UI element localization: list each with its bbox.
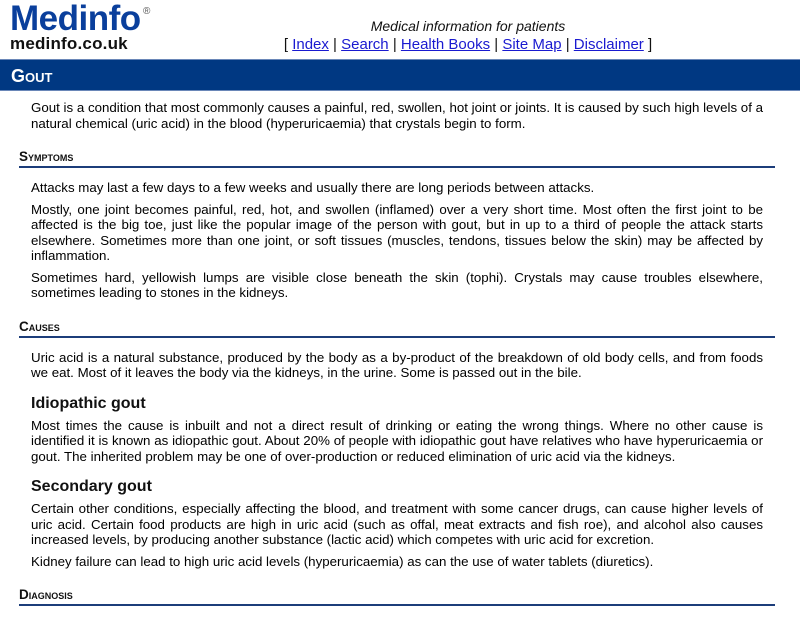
intro-paragraph: Gout is a condition that most commonly causes a painful, red, swollen, hot joint or joints. It is caused by such high levels of a natural chemical (uric acid) in the blood (hyperuricaemia) that crystals begin to form. [31, 100, 763, 131]
top-nav [268, 35, 668, 54]
medinfo-logo[interactable] [10, 0, 151, 53]
section-heading-causes: Causes [19, 319, 775, 338]
secondary-paragraph: Kidney failure can lead to high uric acid levels (hyperuricaemia) as can the use of water tablets (diuretics). [31, 553, 654, 569]
section-heading-symptoms: Symptoms [19, 149, 775, 168]
secondary-paragraph: Certain other conditions, especially affecting the blood, and treatment with some cancer drugs, can cause higher levels of uric acid. Certain food products are high in uric acid (such as offal, meat extracts and fish roe), and alcohol also causes increased levels, by producing another substance (lactic acid) which competes with uric acid for excretion. [31, 501, 763, 547]
subheading-idiopathic-gout: Idiopathic gout [31, 394, 146, 412]
idiopathic-paragraph: Most times the cause is inbuilt and not a direct result of drinking or eating the wrong things. Where no other cause is identified it is known as idiopathic gout. About 20% of people with idiopathic gout have relatives who have hyperuricaemia or gout. The inherited problem may be one of over-production or reduced elimination of uric acid via the kidneys. [31, 417, 763, 464]
nav-link-site-map[interactable]: Site Map [502, 36, 562, 53]
page-title: Gout [11, 66, 53, 86]
nav-close-bracket: ] [643, 36, 653, 53]
causes-paragraph: Uric acid is a natural substance, produced by the body as a by-product of the breakdown of old body cells, and from foods we eat. Most of it leaves the body via the kidneys, in the urine. Some is passed out in the bile. [31, 349, 763, 380]
symptoms-paragraph: Sometimes hard, yellowish lumps are visible close beneath the skin (tophi). Crystals may cause troubles elsewhere, sometimes leading to stones in the kidneys. [31, 269, 763, 300]
nav-separator: | [388, 36, 401, 53]
symptoms-paragraph: Attacks may last a few days to a few weeks and usually there are long periods between attacks. [31, 180, 595, 195]
registered-mark-icon: ® [143, 6, 151, 17]
nav-separator: | [490, 36, 503, 53]
page-title-bar [0, 59, 800, 91]
site-header [0, 0, 800, 58]
section-heading-diagnosis: Diagnosis [19, 587, 775, 606]
nav-separator: | [328, 36, 342, 53]
nav-link-index[interactable]: Index [292, 36, 329, 53]
site-tagline: Medical information for patients [370, 18, 566, 34]
logo-domain-text: medinfo.co.uk [10, 34, 128, 53]
nav-link-disclaimer[interactable]: Disclaimer [573, 36, 644, 53]
nav-link-search[interactable]: Search [341, 36, 389, 53]
nav-separator: | [561, 36, 574, 53]
article-content [0, 100, 800, 618]
subheading-secondary-gout: Secondary gout [31, 478, 152, 495]
logo-main-text: Medinfo [10, 0, 141, 38]
header-tagline-nav [268, 18, 668, 54]
symptoms-paragraph: Mostly, one joint becomes painful, red, hot, and swollen (inflamed) over a very short time. Most often the first joint to be affected is the big toe, just like the popular image of the person with gout, but in up to a third of people the attack starts elsewhere. Sometimes more than one joint, or soft tissues (muscles, tendons, tissues below the skin) may be affected by inflammation. [31, 201, 763, 263]
nav-link-health-books[interactable]: Health Books [400, 36, 491, 53]
nav-open-bracket: [ [283, 36, 293, 53]
